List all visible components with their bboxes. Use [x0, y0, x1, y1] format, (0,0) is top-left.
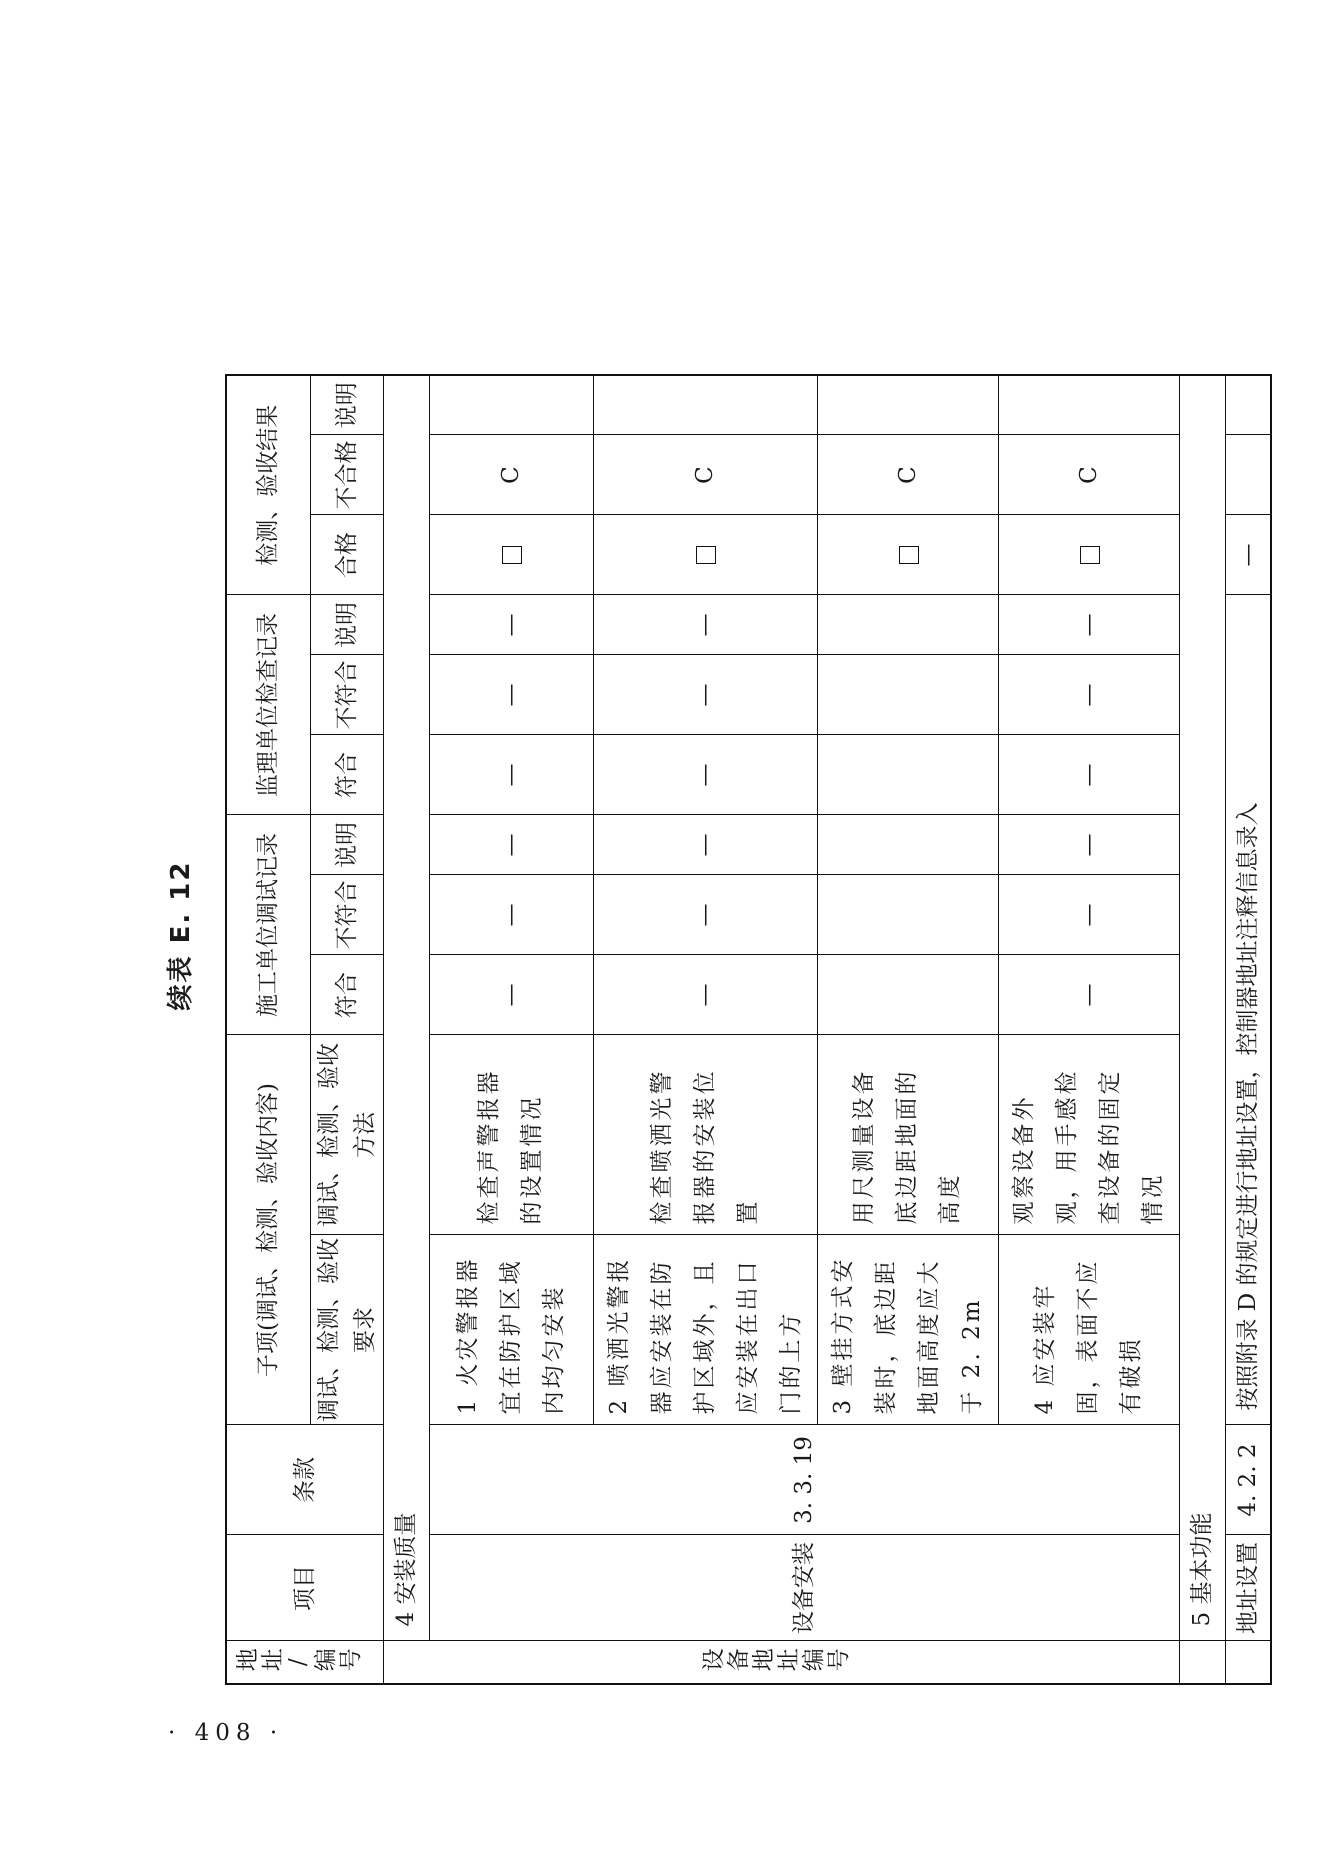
header-requirement: 调试、检测、验收要求	[310, 1235, 383, 1425]
s-note-cell: —	[429, 595, 593, 655]
qualified-checkbox	[429, 515, 593, 595]
checkbox-icon	[502, 546, 522, 564]
header-supervision: 监理单位检查记录	[226, 595, 310, 815]
requirement-cell: 2 喷洒光警报器应安装在防护区域外，且应安装在出口门的上方	[593, 1235, 817, 1425]
header-a-note: 说明	[310, 375, 383, 435]
unqualified-mark: C	[817, 435, 998, 515]
method-cell: 检查喷洒光警报器的安装位置	[593, 1035, 817, 1235]
s-nonconform-cell	[817, 655, 998, 735]
c-note-cell	[817, 815, 998, 875]
inspection-table	[225, 374, 1272, 1685]
project-cell: 地址设置	[1225, 1535, 1271, 1641]
c-conform-cell: —	[998, 955, 1179, 1035]
unqualified-mark: C	[429, 435, 593, 515]
addr-cell-empty	[1179, 1641, 1225, 1684]
c-conform-cell: —	[593, 955, 817, 1035]
unqualified-mark: C	[593, 435, 817, 515]
content-cell: 按照附录 D 的规定进行地址设置，控制器地址注释信息录入	[1225, 595, 1271, 1425]
addr-cell-empty	[1225, 1641, 1271, 1684]
s-note-cell: —	[998, 595, 1179, 655]
s-conform-cell	[817, 735, 998, 815]
a-note-cell	[998, 375, 1179, 435]
a-note-cell	[429, 375, 593, 435]
section4-row	[383, 375, 429, 1684]
header-unqualified: 不合格	[310, 435, 383, 515]
s-nonconform-cell: —	[998, 655, 1179, 735]
section5-label: 5 基本功能	[1179, 375, 1225, 1641]
s-conform-cell: —	[593, 735, 817, 815]
c-nonconform-cell: —	[429, 875, 593, 955]
header-s-note: 说明	[310, 595, 383, 655]
c-note-cell: —	[429, 815, 593, 875]
qualified-checkbox	[593, 515, 817, 595]
s-conform-cell: —	[429, 735, 593, 815]
a-note-cell	[593, 375, 817, 435]
table-row	[429, 375, 593, 1684]
header-qualified: 合格	[310, 515, 383, 595]
header-c-conform: 符合	[310, 955, 383, 1035]
header-c-note: 说明	[310, 815, 383, 875]
header-subitem: 子项(调试、检测、验收内容)	[226, 1035, 310, 1425]
header-row-1	[226, 375, 310, 1684]
s-nonconform-cell: —	[593, 655, 817, 735]
header-s-nonconform: 不符合	[310, 655, 383, 735]
header-s-conform: 符合	[310, 735, 383, 815]
header-project: 项目	[226, 1535, 383, 1641]
s-note-cell: —	[593, 595, 817, 655]
c-conform-cell: —	[429, 955, 593, 1035]
requirement-cell: 4 应安装牢固，表面不应有破损	[998, 1235, 1179, 1425]
header-construction: 施工单位调试记录	[226, 815, 310, 1035]
s-note-cell	[817, 595, 998, 655]
qualified-checkbox	[998, 515, 1179, 595]
method-cell: 用尺测量设备底边距地面的高度	[817, 1035, 998, 1235]
c-nonconform-cell	[817, 875, 998, 955]
c-note-cell: —	[593, 815, 817, 875]
a-note-cell	[817, 375, 998, 435]
section5-row	[1179, 375, 1225, 1684]
project-cell: 设备安装	[429, 1535, 1179, 1641]
method-cell: 观察设备外观，用手感检查设备的固定情况	[998, 1035, 1179, 1235]
header-method: 调试、检测、验收方法	[310, 1035, 383, 1235]
table-row	[1225, 375, 1271, 1684]
addr-group-cell: 设备地址编号	[383, 1641, 1179, 1684]
c-conform-cell	[817, 955, 998, 1035]
c-nonconform-cell: —	[593, 875, 817, 955]
a-note-cell	[1225, 375, 1271, 435]
qualified-checkbox	[817, 515, 998, 595]
clause-cell: 4. 2. 2	[1225, 1425, 1271, 1535]
checkbox-icon	[1080, 546, 1100, 564]
header-addr-no: 地址/编号	[226, 1641, 383, 1684]
qualified-cell: —	[1225, 515, 1271, 595]
header-acceptance: 检测、验收结果	[226, 375, 310, 595]
checkbox-icon	[899, 546, 919, 564]
clause-cell: 3. 3. 19	[429, 1425, 1179, 1535]
requirement-cell: 1 火灾警报器宜在防护区域内均匀安装	[429, 1235, 593, 1425]
requirement-cell: 3 壁挂方式安装时，底边距地面高度应大于 2. 2m	[817, 1235, 998, 1425]
unqualified-cell	[1225, 435, 1271, 515]
page-number: · 408 ·	[168, 1720, 284, 1746]
s-nonconform-cell: —	[429, 655, 593, 735]
s-conform-cell: —	[998, 735, 1179, 815]
c-note-cell: —	[998, 815, 1179, 875]
header-clause: 条款	[226, 1425, 383, 1535]
unqualified-mark: C	[998, 435, 1179, 515]
table-title: 续表 E. 12	[166, 860, 196, 1011]
c-nonconform-cell: —	[998, 875, 1179, 955]
checkbox-icon	[696, 546, 716, 564]
header-c-nonconform: 不符合	[310, 875, 383, 955]
section4-label: 4 安装质量	[383, 375, 429, 1641]
method-cell: 检查声警报器的设置情况	[429, 1035, 593, 1235]
